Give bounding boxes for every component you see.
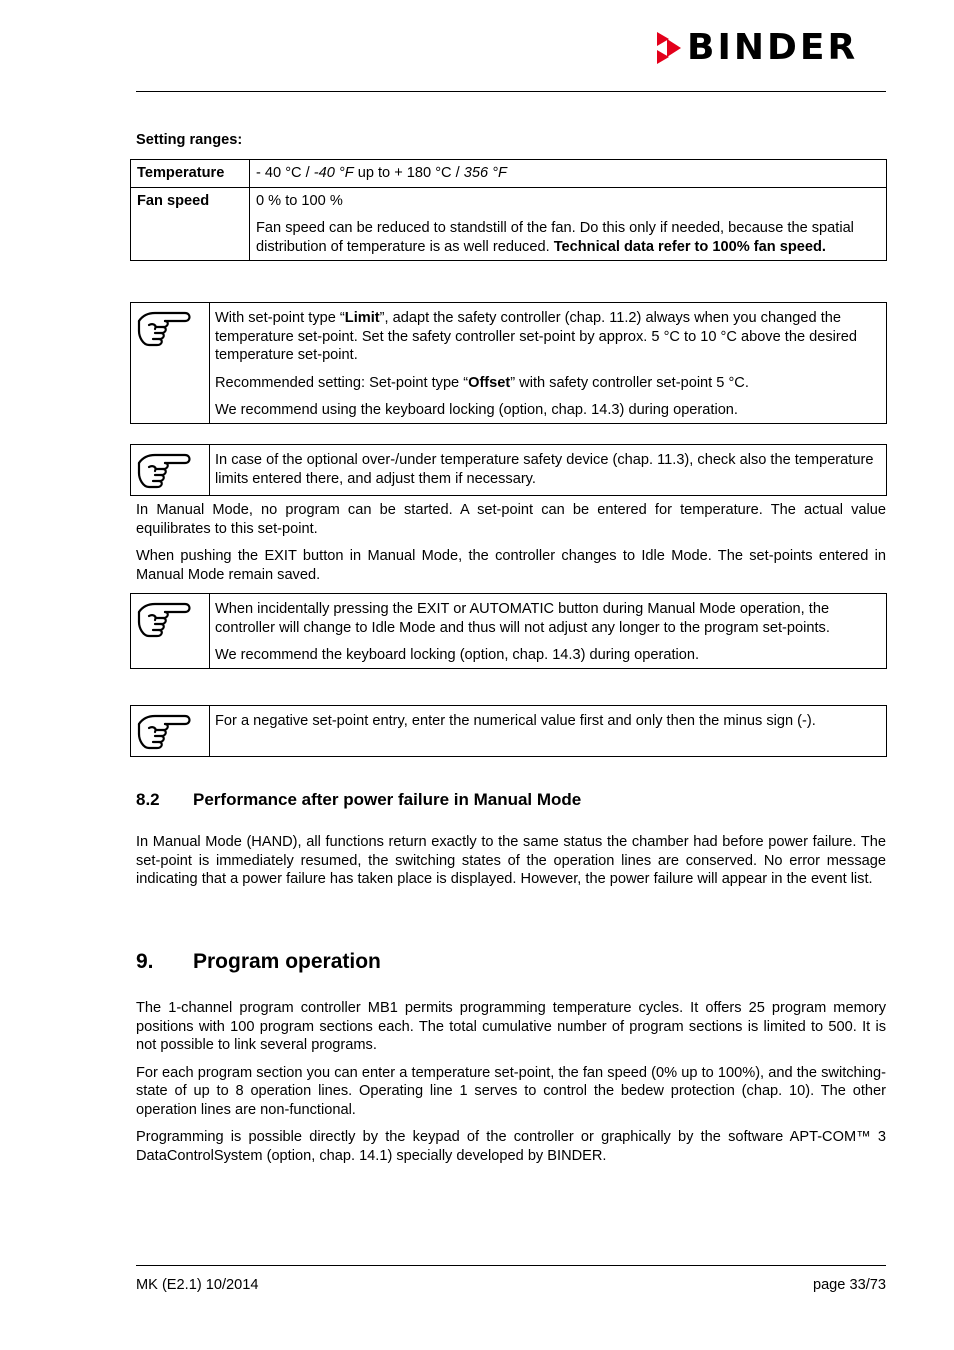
section-heading-8-2: 8.2 Performance after power failure in Manual Mode (136, 790, 582, 809)
note-box (130, 593, 887, 669)
logo-triangles-icon (655, 30, 683, 66)
section-heading-9: 9. Program operation (136, 950, 381, 973)
pointing-hand-icon (131, 445, 210, 496)
note-box (130, 444, 887, 496)
note-box (130, 705, 887, 757)
page-number: page 33/73 (812, 1277, 886, 1293)
document-id: MK (E2.1) 10/2014 (136, 1277, 259, 1293)
fan-speed-note: Fan speed can be reduced to standstill of the fan. Do this only if needed, because the spatial distribution of temperature is as well reduced. Technical data refer to 100% fan speed. (256, 220, 854, 255)
note-box (130, 302, 887, 424)
row-label: Temperature (131, 160, 250, 188)
pointing-hand-icon (131, 706, 210, 757)
note-text: In case of the optional over-/under temperature safety device (chap. 11.3), check also the temperature limits entered there, and adjust them if necessary. (210, 445, 887, 496)
row-label: Fan speed (131, 187, 250, 261)
pointing-hand-icon (131, 594, 210, 669)
table-row (131, 187, 887, 261)
note-text: When incidentally pressing the EXIT or AUTOMATIC button during Manual Mode operation, the controller will change to Idle Mode and thus will not adjust any longer to the program set-points. We recommend the keyboard locking (option, chap. 14.3) during operation. (210, 594, 887, 669)
binder-logo (655, 27, 859, 68)
fan-speed-range: 0 % to 100 % Fan speed can be reduced to standstill of the fan. Do this only if needed, because the spatial distribution of temperature is as well reduced. Technical data refer to 100% fan speed. (250, 187, 887, 261)
pointing-hand-icon (131, 303, 210, 424)
table-row (131, 160, 887, 188)
note-text: For a negative set-point entry, enter the numerical value first and only then the minus sign (-). (210, 706, 887, 757)
note-text: With set-point type “Limit”, adapt the safety controller (chap. 11.2) always when you changed the temperature set-point. Set the safety controller set-point by approx. 5 °C to 10 °C above the desired temperature set-point. Recommended setting: Set-point type “Offset” with safety controller set-point 5 °C. We recommend using the keyboard locking (option, chap. 14.3) during operation. (210, 303, 887, 424)
section-8-2-text: In Manual Mode (HAND), all functions return exactly to the same status the chamber had before power failure. The set-point is immediately resumed, the switching states of the operation lines are conserved. No error message indicating that a power failure has taken place is displayed. However, the power failure will appear in the event list. (136, 834, 886, 887)
manual-mode-text: In Manual Mode, no program can be started. A set-point can be entered for temperature. The actual value equilibrates to this set-point. When pushing the EXIT button in Manual Mode, the controller changes to Idle Mode. The set-points entered in Manual Mode remain saved. (136, 502, 886, 583)
setting-ranges-title: Setting ranges: (136, 132, 243, 148)
footer-divider (136, 1265, 886, 1266)
brand-name: BINDER (687, 27, 859, 68)
setting-ranges-table (130, 159, 887, 261)
header-divider (136, 91, 886, 92)
section-9-text: The 1-channel program controller MB1 permits programming temperature cycles. It offers 25 program memory positions with 100 program sections each. The total cumulative number of program sections is limited to 500. It is not possible to link several programs. For each program section you can enter a temperature set-point, the fan speed (0% up to 100%), and the switching-state of up to 8 operation lines. Operating line 1 serves to control the bedew protection (chap. 10). The other operation lines are non-functional. Programming is possible directly by the keypad of the controller or graphically by the software APT-COM™ 3 DataControlSystem (option, chap. 14.1) specially developed by BINDER. (136, 1000, 886, 1164)
temperature-range: - 40 °C / -40 °F up to + 180 °C / 356 °F (250, 160, 887, 188)
